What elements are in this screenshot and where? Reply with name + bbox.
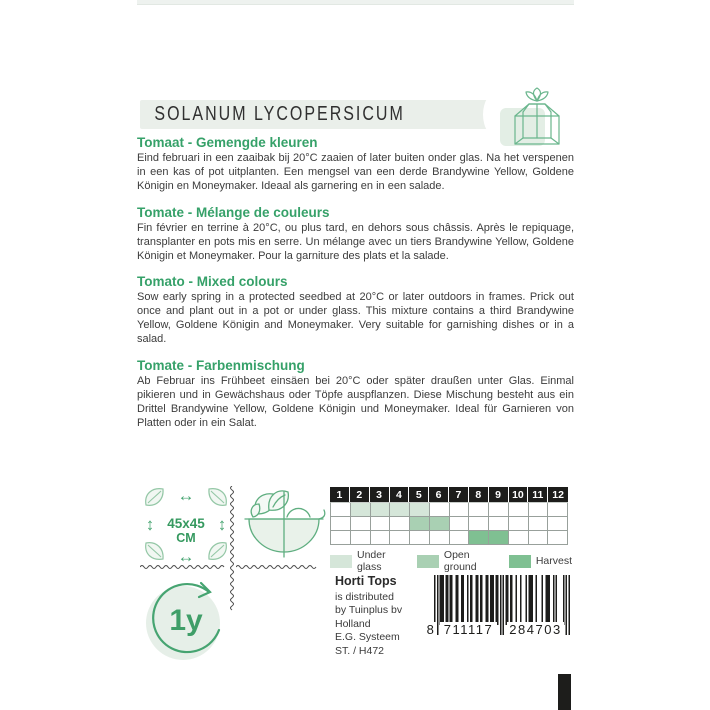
calendar-cell bbox=[390, 531, 410, 545]
text-section-de bbox=[137, 358, 574, 431]
text-section-nl bbox=[137, 135, 574, 194]
calendar-month-9: 9 bbox=[489, 487, 509, 502]
distributor-line: by Tuinplus bv bbox=[335, 604, 403, 616]
calendar-cell bbox=[331, 531, 351, 545]
spacing-unit-label: CM bbox=[176, 531, 196, 545]
calendar-header-row bbox=[330, 487, 568, 502]
divider-horizontal-wavy bbox=[236, 563, 320, 571]
shelf-life-label: 1y bbox=[169, 604, 203, 637]
distributor-name: Horti Tops bbox=[335, 574, 397, 588]
one-year-cycle-icon bbox=[142, 573, 232, 663]
leaf-icon bbox=[209, 543, 226, 560]
calendar-month-5: 5 bbox=[409, 487, 429, 502]
print-registration-mark bbox=[558, 674, 571, 710]
arrow-horizontal-icon: ↔ bbox=[177, 486, 195, 505]
legend-swatch bbox=[417, 555, 439, 568]
calendar-cell bbox=[430, 517, 450, 531]
legend-swatch bbox=[509, 555, 531, 568]
calendar-cell bbox=[489, 503, 509, 517]
barcode-digit-group: 8 bbox=[426, 622, 436, 637]
legend-label: Harvest bbox=[535, 555, 572, 567]
legend-item bbox=[509, 555, 572, 568]
calendar-month-6: 6 bbox=[429, 487, 449, 502]
leaf-icon bbox=[146, 543, 163, 560]
legend-label: Open ground bbox=[443, 549, 477, 573]
salad-bowl-icon bbox=[243, 483, 327, 561]
calendar-cell bbox=[351, 517, 371, 531]
section-heading: Tomato - Mixed colours bbox=[137, 274, 288, 290]
calendar-cell bbox=[548, 503, 568, 517]
legend-label: Under glass bbox=[357, 549, 386, 573]
calendar-cell bbox=[450, 503, 470, 517]
calendar-month-2: 2 bbox=[350, 487, 370, 502]
calendar-cell bbox=[390, 503, 410, 517]
barcode-digit-group: 711117 bbox=[440, 622, 497, 637]
calendar-cell bbox=[371, 503, 391, 517]
calendar-cell bbox=[410, 531, 430, 545]
distributor-line: E.G. Systeem bbox=[335, 631, 400, 643]
calendar-cell bbox=[529, 531, 549, 545]
divider-horizontal-wavy bbox=[140, 563, 228, 571]
calendar-cell bbox=[548, 517, 568, 531]
calendar-cell bbox=[371, 531, 391, 545]
distributor-line: is distributed bbox=[335, 590, 394, 603]
calendar-cell bbox=[430, 531, 450, 545]
calendar-month-12: 12 bbox=[552, 488, 564, 501]
species-banner bbox=[140, 100, 498, 129]
section-body: Sow early spring in a protected seedbed at 20°C or later outdoors in frames. Prick out once and plant out in a pot or under glass. This mixture contains a third Brandywine Yellow, Goldene Königin and Moneymaker. Very suitable for garnishing dishes or in a salad. bbox=[137, 291, 574, 346]
calendar-body bbox=[330, 502, 568, 545]
section-body: Ab Februar ins Frühbeet einsäen bei 20°C oder später draußen unter Glas. Einmal pikieren und in Gewächshaus oder Töpfe auspflanzen. Diese Mischung besteht aus ein Drittel Brandywine Yellow, Goldene Königin und Moneymaker. Ideal für Garnieren von Platten oder in ein Salat. bbox=[137, 375, 574, 429]
calendar-cell bbox=[469, 503, 489, 517]
barcode bbox=[428, 575, 572, 651]
calendar-cell bbox=[509, 531, 529, 545]
calendar-cell bbox=[489, 517, 509, 531]
section-heading: Tomate - Mélange de couleurs bbox=[137, 204, 330, 220]
calendar-cell bbox=[430, 503, 450, 517]
calendar-cell bbox=[331, 517, 351, 531]
distributor-block bbox=[335, 575, 402, 658]
section-body: Eind februari in een zaaibak bij 20°C zaaien of later buiten onder glas. Na het verspenen in een kas of pot uitplanten. Een mengsel van een derde Brandywine Yellow, Goldene Königin en Moneymaker. Ideaal als garnering en in een salade. bbox=[137, 152, 574, 192]
calendar-cell bbox=[351, 503, 371, 517]
calendar-cell bbox=[351, 531, 371, 545]
plant-spacing-icon bbox=[138, 483, 234, 565]
distributor-line: Holland bbox=[335, 617, 371, 630]
calendar-cell bbox=[469, 517, 489, 531]
section-body: Fin février en terrine à 20°C, ou plus tard, en dehors sous châssis. Après le repiquage, transplanter en pots mis en serre. Un mélange avec un tiers Brandywine Yellow, Goldene Königin et Moneymaker. Pour la garniture des plats et la salade. bbox=[137, 221, 574, 262]
legend-item bbox=[330, 549, 408, 573]
description-column bbox=[137, 135, 574, 442]
calendar-cell bbox=[331, 503, 351, 517]
packet-top-edge bbox=[137, 0, 574, 5]
arrow-vertical-icon: ↕ bbox=[145, 515, 155, 534]
calendar-cell bbox=[450, 531, 470, 545]
calendar-month-3: 3 bbox=[370, 487, 390, 502]
calendar-cell bbox=[410, 503, 430, 517]
text-section-fr bbox=[137, 205, 574, 264]
calendar-cell bbox=[509, 517, 529, 531]
calendar-cell bbox=[450, 517, 470, 531]
calendar-cell bbox=[410, 517, 430, 531]
distributor-line: ST. / H472 bbox=[335, 644, 385, 657]
species-title: SOLANUM LYCOPERSICUM bbox=[154, 103, 405, 125]
section-heading: Tomate - Farbenmischung bbox=[137, 358, 305, 374]
calendar-month-10: 10 bbox=[509, 487, 529, 502]
calendar-cell bbox=[548, 531, 568, 545]
calendar-month-8: 8 bbox=[469, 487, 489, 502]
calendar-cell bbox=[489, 531, 509, 545]
calendar-month-7: 7 bbox=[449, 487, 469, 502]
section-heading: Tomaat - Gemengde kleuren bbox=[137, 135, 318, 150]
arrow-horizontal-icon: ↔ bbox=[177, 547, 195, 565]
calendar-cell bbox=[529, 503, 549, 517]
leaf-icon bbox=[209, 489, 226, 506]
barcode-digit-group: 284703 bbox=[507, 622, 564, 637]
leaf-icon bbox=[146, 489, 163, 506]
legend-item bbox=[417, 549, 500, 573]
calendar-legend bbox=[330, 549, 572, 573]
arrow-vertical-icon: ↕ bbox=[217, 515, 227, 534]
spacing-size-label: 45x45 bbox=[167, 516, 205, 531]
calendar-cell bbox=[390, 517, 410, 531]
calendar-month-11: 11 bbox=[528, 487, 548, 502]
calendar-cell bbox=[469, 531, 489, 545]
legend-swatch bbox=[330, 555, 352, 568]
calendar-month-4: 4 bbox=[390, 487, 410, 502]
calendar-cell bbox=[529, 517, 549, 531]
calendar-cell bbox=[371, 517, 391, 531]
sowing-calendar bbox=[330, 487, 568, 545]
text-section-en bbox=[137, 274, 574, 347]
calendar-cell bbox=[509, 503, 529, 517]
calendar-month-1: 1 bbox=[330, 487, 350, 502]
